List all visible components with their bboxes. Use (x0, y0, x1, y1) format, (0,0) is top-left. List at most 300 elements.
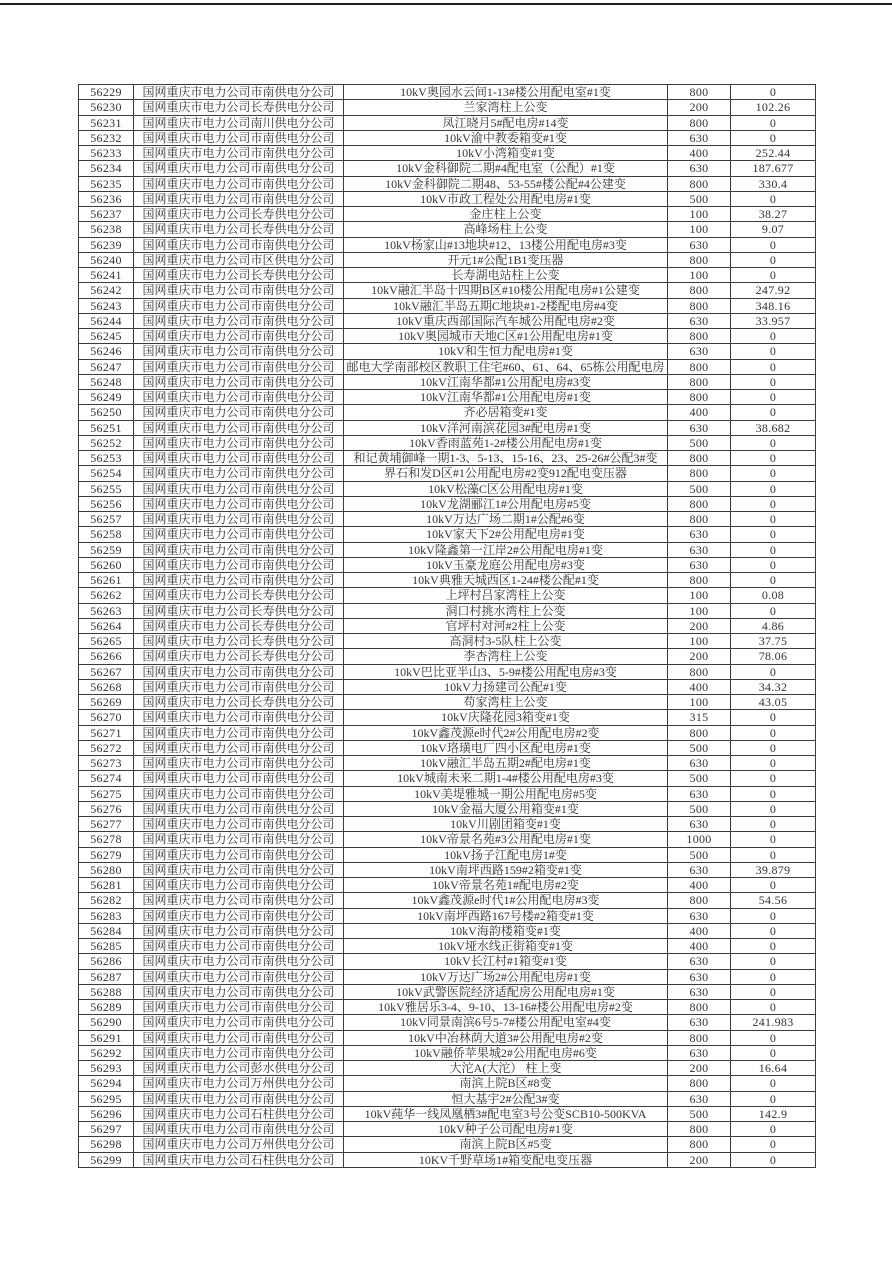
cell-capacity: 800 (668, 1122, 731, 1137)
cell-record-id: 56231 (79, 115, 134, 130)
cell-device-name: 10kV垭水线正街箱变#1变 (344, 939, 668, 954)
cell-record-id: 56268 (79, 679, 134, 694)
cell-device-name: 兰家湾柱上公变 (344, 100, 668, 115)
cell-capacity: 800 (668, 893, 731, 908)
cell-value: 38.682 (731, 420, 816, 435)
cell-record-id: 56274 (79, 771, 134, 786)
cell-company: 国网重庆市电力公司市南供电分公司 (134, 832, 344, 847)
cell-company: 国网重庆市电力公司市南供电分公司 (134, 954, 344, 969)
cell-device-name: 邮电大学南部校区教职工住宅#60、61、64、65栋公用配电房 (344, 359, 668, 374)
cell-value: 0 (731, 1137, 816, 1152)
cell-capacity: 630 (668, 756, 731, 771)
cell-capacity: 630 (668, 786, 731, 801)
cell-value: 241.983 (731, 1015, 816, 1030)
cell-company: 国网重庆市电力公司市南供电分公司 (134, 344, 344, 359)
cell-value: 0 (731, 1045, 816, 1060)
cell-device-name: 10kV扬子江配电房1#变 (344, 847, 668, 862)
cell-capacity: 400 (668, 679, 731, 694)
cell-value: 102.26 (731, 100, 816, 115)
cell-company: 国网重庆市电力公司市南供电分公司 (134, 984, 344, 999)
table-row (79, 115, 816, 130)
cell-capacity: 800 (668, 725, 731, 740)
cell-capacity: 400 (668, 878, 731, 893)
cell-company: 国网重庆市电力公司市南供电分公司 (134, 283, 344, 298)
cell-capacity: 200 (668, 100, 731, 115)
cell-value: 0 (731, 466, 816, 481)
cell-company: 国网重庆市电力公司市南供电分公司 (134, 313, 344, 328)
cell-record-id: 56264 (79, 618, 134, 633)
cell-record-id: 56246 (79, 344, 134, 359)
cell-record-id: 56243 (79, 298, 134, 313)
cell-value: 0 (731, 832, 816, 847)
cell-record-id: 56271 (79, 725, 134, 740)
cell-capacity: 630 (668, 954, 731, 969)
cell-capacity: 630 (668, 817, 731, 832)
cell-value: 0 (731, 710, 816, 725)
cell-value: 37.75 (731, 634, 816, 649)
cell-capacity: 800 (668, 573, 731, 588)
cell-company: 国网重庆市电力公司万州供电分公司 (134, 1137, 344, 1152)
table-row (79, 313, 816, 328)
cell-company: 国网重庆市电力公司市南供电分公司 (134, 374, 344, 389)
table-row (79, 481, 816, 496)
table-row (79, 512, 816, 527)
table-row (79, 588, 816, 603)
cell-device-name: 官坪村对河#2柱上公变 (344, 618, 668, 633)
cell-company: 国网重庆市电力公司市南供电分公司 (134, 557, 344, 572)
table-row (79, 130, 816, 145)
cell-value: 34.32 (731, 679, 816, 694)
table-row (79, 649, 816, 664)
cell-company: 国网重庆市电力公司市南供电分公司 (134, 1030, 344, 1045)
cell-device-name: 10kV南坪西路159#2箱变#1变 (344, 862, 668, 877)
cell-record-id: 56238 (79, 222, 134, 237)
table-row (79, 618, 816, 633)
cell-device-name: 10kV同景南滨6号5-7#楼公用配电室#4变 (344, 1015, 668, 1030)
table-row (79, 390, 816, 405)
cell-value: 0 (731, 374, 816, 389)
table-row (79, 1137, 816, 1152)
cell-capacity: 630 (668, 862, 731, 877)
cell-record-id: 56254 (79, 466, 134, 481)
cell-capacity: 800 (668, 496, 731, 511)
table-row (79, 252, 816, 267)
cell-record-id: 56248 (79, 374, 134, 389)
table-row (79, 984, 816, 999)
cell-device-name: 10kV金科御院二期48、53-55#楼公配#4公建变 (344, 176, 668, 191)
cell-device-name: 10kV万达广场二期1#公配#6变 (344, 512, 668, 527)
table-row (79, 1015, 816, 1030)
cell-value: 54.56 (731, 893, 816, 908)
cell-company: 国网重庆市电力公司市南供电分公司 (134, 405, 344, 420)
cell-company: 国网重庆市电力公司市南供电分公司 (134, 85, 344, 100)
table-row (79, 1061, 816, 1076)
cell-capacity: 100 (668, 588, 731, 603)
cell-record-id: 56236 (79, 191, 134, 206)
cell-record-id: 56230 (79, 100, 134, 115)
cell-capacity: 800 (668, 252, 731, 267)
cell-company: 国网重庆市电力公司市南供电分公司 (134, 329, 344, 344)
cell-value: 187.677 (731, 161, 816, 176)
power-distribution-table (78, 84, 816, 1168)
cell-company: 国网重庆市电力公司市南供电分公司 (134, 191, 344, 206)
cell-value: 0 (731, 954, 816, 969)
cell-device-name: 10kV香雨蓝苑1-2#楼公用配电房#1变 (344, 435, 668, 450)
cell-record-id: 56247 (79, 359, 134, 374)
cell-company: 国网重庆市电力公司市南供电分公司 (134, 710, 344, 725)
cell-record-id: 56282 (79, 893, 134, 908)
cell-company: 国网重庆市电力公司石柱供电分公司 (134, 1106, 344, 1121)
cell-device-name: 10kV松藻C区公用配电房#1变 (344, 481, 668, 496)
cell-device-name: 南滨上院B区#5变 (344, 1137, 668, 1152)
table-row (79, 542, 816, 557)
cell-capacity: 500 (668, 1106, 731, 1121)
table-row (79, 100, 816, 115)
cell-device-name: 大沱A(大沱） 柱上变 (344, 1061, 668, 1076)
cell-capacity: 630 (668, 1045, 731, 1060)
cell-record-id: 56280 (79, 862, 134, 877)
cell-capacity: 200 (668, 618, 731, 633)
cell-record-id: 56252 (79, 435, 134, 450)
cell-device-name: 10kV武警医院经济适配房公用配电房#1变 (344, 984, 668, 999)
cell-capacity: 800 (668, 1076, 731, 1091)
table-row (79, 939, 816, 954)
cell-record-id: 56260 (79, 557, 134, 572)
cell-device-name: 10kV力扬建司公配#1变 (344, 679, 668, 694)
cell-device-name: 金庄柱上公变 (344, 207, 668, 222)
cell-capacity: 400 (668, 405, 731, 420)
cell-device-name: 苟家湾柱上公变 (344, 695, 668, 710)
table-row (79, 923, 816, 938)
cell-value: 38.27 (731, 207, 816, 222)
cell-device-name: 10kV隆鑫第一江岸2#公用配电房#1变 (344, 542, 668, 557)
cell-company: 国网重庆市电力公司市南供电分公司 (134, 176, 344, 191)
cell-record-id: 56241 (79, 268, 134, 283)
cell-record-id: 56256 (79, 496, 134, 511)
cell-capacity: 800 (668, 512, 731, 527)
cell-capacity: 800 (668, 1000, 731, 1015)
cell-record-id: 56297 (79, 1122, 134, 1137)
cell-device-name: 10kV金福大厦公用箱变#1变 (344, 801, 668, 816)
table-row (79, 847, 816, 862)
cell-device-name: 齐必居箱变#1变 (344, 405, 668, 420)
cell-device-name: 10kV长江村#1箱变#1变 (344, 954, 668, 969)
table-row (79, 435, 816, 450)
cell-company: 国网重庆市电力公司长寿供电分公司 (134, 588, 344, 603)
table-row (79, 374, 816, 389)
cell-record-id: 56233 (79, 146, 134, 161)
cell-value: 0 (731, 786, 816, 801)
cell-value: 0 (731, 1152, 816, 1168)
cell-capacity: 500 (668, 771, 731, 786)
cell-company: 国网重庆市电力公司市南供电分公司 (134, 679, 344, 694)
cell-device-name: 10kV帝景名苑1#配电房#2变 (344, 878, 668, 893)
cell-device-name: 高峰场柱上公变 (344, 222, 668, 237)
cell-value: 0 (731, 252, 816, 267)
cell-value: 0 (731, 725, 816, 740)
cell-device-name: 10kV莼华一线凤凰栖3#配电室3号公变SCB10-500KVA (344, 1106, 668, 1121)
cell-device-name: 10kV奥园水云间1-13#楼公用配电室#1变 (344, 85, 668, 100)
cell-capacity: 400 (668, 146, 731, 161)
cell-value: 0 (731, 191, 816, 206)
cell-record-id: 56276 (79, 801, 134, 816)
cell-capacity: 800 (668, 390, 731, 405)
table-row (79, 1030, 816, 1045)
cell-record-id: 56293 (79, 1061, 134, 1076)
cell-record-id: 56291 (79, 1030, 134, 1045)
cell-value: 78.06 (731, 649, 816, 664)
cell-record-id: 56232 (79, 130, 134, 145)
cell-value: 0 (731, 771, 816, 786)
cell-device-name: 高洞村3-5队柱上公变 (344, 634, 668, 649)
table-row (79, 146, 816, 161)
cell-record-id: 56272 (79, 740, 134, 755)
cell-record-id: 56294 (79, 1076, 134, 1091)
cell-capacity: 100 (668, 634, 731, 649)
cell-capacity: 630 (668, 130, 731, 145)
cell-record-id: 56299 (79, 1152, 134, 1168)
cell-record-id: 56242 (79, 283, 134, 298)
cell-company: 国网重庆市电力公司市南供电分公司 (134, 969, 344, 984)
cell-capacity: 800 (668, 451, 731, 466)
cell-record-id: 56290 (79, 1015, 134, 1030)
cell-record-id: 56273 (79, 756, 134, 771)
cell-company: 国网重庆市电力公司彭水供电分公司 (134, 1061, 344, 1076)
table-row (79, 298, 816, 313)
table-row (79, 969, 816, 984)
cell-capacity: 800 (668, 1137, 731, 1152)
cell-record-id: 56251 (79, 420, 134, 435)
cell-device-name: 10kV典雅天城西区1-24#楼公配#1变 (344, 573, 668, 588)
cell-value: 0 (731, 756, 816, 771)
cell-capacity: 630 (668, 344, 731, 359)
table-row (79, 527, 816, 542)
table-body (79, 85, 816, 1168)
table-row (79, 832, 816, 847)
cell-company: 国网重庆市电力公司市南供电分公司 (134, 512, 344, 527)
cell-value: 0 (731, 664, 816, 679)
cell-value: 0 (731, 237, 816, 252)
table-row (79, 1091, 816, 1106)
cell-record-id: 56253 (79, 451, 134, 466)
table-row (79, 420, 816, 435)
cell-device-name: 10KV千野草场1#箱变配电变压器 (344, 1152, 668, 1168)
table-row (79, 359, 816, 374)
cell-value: 0 (731, 451, 816, 466)
cell-capacity: 100 (668, 603, 731, 618)
cell-value: 0 (731, 969, 816, 984)
cell-capacity: 400 (668, 939, 731, 954)
cell-capacity: 500 (668, 740, 731, 755)
cell-capacity: 500 (668, 481, 731, 496)
cell-value: 0 (731, 390, 816, 405)
cell-capacity: 800 (668, 176, 731, 191)
cell-value: 142.9 (731, 1106, 816, 1121)
table-row (79, 862, 816, 877)
table-row (79, 1000, 816, 1015)
cell-device-name: 10kV巴比亚半山3、5-9#楼公用配电房#3变 (344, 664, 668, 679)
cell-company: 国网重庆市电力公司长寿供电分公司 (134, 618, 344, 633)
cell-device-name: 10kV融汇半岛五期C地块#1-2楼配电房#4变 (344, 298, 668, 313)
cell-company: 国网重庆市电力公司石柱供电分公司 (134, 1152, 344, 1168)
table-row (79, 557, 816, 572)
cell-value: 0 (731, 481, 816, 496)
table-row (79, 268, 816, 283)
cell-device-name: 南滨上院B区#8变 (344, 1076, 668, 1091)
table-row (79, 786, 816, 801)
cell-capacity: 800 (668, 374, 731, 389)
cell-company: 国网重庆市电力公司市南供电分公司 (134, 435, 344, 450)
table-row (79, 85, 816, 100)
cell-capacity: 800 (668, 466, 731, 481)
cell-device-name: 10kV江南华都#1公用配电房#1变 (344, 390, 668, 405)
cell-value: 0 (731, 1076, 816, 1091)
cell-value: 0 (731, 939, 816, 954)
cell-capacity: 800 (668, 298, 731, 313)
cell-capacity: 500 (668, 191, 731, 206)
cell-device-name: 10kV杨家山#13地块#12、13楼公用配电房#3变 (344, 237, 668, 252)
cell-value: 43.05 (731, 695, 816, 710)
table-row (79, 1076, 816, 1091)
cell-company: 国网重庆市电力公司长寿供电分公司 (134, 268, 344, 283)
cell-company: 国网重庆市电力公司市南供电分公司 (134, 298, 344, 313)
cell-value: 33.957 (731, 313, 816, 328)
cell-value: 0 (731, 527, 816, 542)
cell-device-name: 10kV融侨苹果城2#公用配电房#6变 (344, 1045, 668, 1060)
cell-company: 国网重庆市电力公司市南供电分公司 (134, 359, 344, 374)
cell-record-id: 56267 (79, 664, 134, 679)
cell-value: 0 (731, 496, 816, 511)
cell-company: 国网重庆市电力公司市南供电分公司 (134, 1000, 344, 1015)
table-row (79, 283, 816, 298)
cell-company: 国网重庆市电力公司市南供电分公司 (134, 939, 344, 954)
cell-record-id: 56283 (79, 908, 134, 923)
cell-company: 国网重庆市电力公司市南供电分公司 (134, 527, 344, 542)
table-row (79, 222, 816, 237)
cell-capacity: 630 (668, 237, 731, 252)
cell-device-name: 10kV珞璜电厂四小区配电房#1变 (344, 740, 668, 755)
cell-company: 国网重庆市电力公司长寿供电分公司 (134, 649, 344, 664)
table-row (79, 725, 816, 740)
cell-company: 国网重庆市电力公司市南供电分公司 (134, 817, 344, 832)
cell-capacity: 100 (668, 268, 731, 283)
cell-capacity: 630 (668, 313, 731, 328)
table-row (79, 176, 816, 191)
cell-device-name: 10kV雅居乐3-4、9-10、13-16#楼公用配电房#2变 (344, 1000, 668, 1015)
cell-record-id: 56250 (79, 405, 134, 420)
cell-record-id: 56245 (79, 329, 134, 344)
cell-record-id: 56287 (79, 969, 134, 984)
cell-record-id: 56298 (79, 1137, 134, 1152)
table-row (79, 496, 816, 511)
cell-record-id: 56266 (79, 649, 134, 664)
cell-capacity: 630 (668, 542, 731, 557)
cell-company: 国网重庆市电力公司市南供电分公司 (134, 1091, 344, 1106)
table-row (79, 1122, 816, 1137)
cell-capacity: 800 (668, 85, 731, 100)
cell-value: 0 (731, 573, 816, 588)
table-row (79, 344, 816, 359)
table-row (79, 740, 816, 755)
cell-value: 0 (731, 329, 816, 344)
cell-device-name: 10kV美堤雅城一期公用配电房#5变 (344, 786, 668, 801)
cell-device-name: 10kV中冶林荫大道3#公用配电房#2变 (344, 1030, 668, 1045)
table-row (79, 710, 816, 725)
cell-record-id: 56296 (79, 1106, 134, 1121)
cell-capacity: 200 (668, 1152, 731, 1168)
cell-value: 0.08 (731, 588, 816, 603)
table-row (79, 954, 816, 969)
cell-capacity: 630 (668, 984, 731, 999)
cell-company: 国网重庆市电力公司市南供电分公司 (134, 496, 344, 511)
cell-company: 国网重庆市电力公司市南供电分公司 (134, 756, 344, 771)
table-row (79, 695, 816, 710)
cell-device-name: 10kV城南未来二期1-4#楼公用配电房#3变 (344, 771, 668, 786)
cell-value: 0 (731, 512, 816, 527)
cell-device-name: 上坪村吕家湾柱上公变 (344, 588, 668, 603)
cell-capacity: 800 (668, 329, 731, 344)
cell-device-name: 开元1#公配1B1变压器 (344, 252, 668, 267)
cell-capacity: 100 (668, 222, 731, 237)
cell-company: 国网重庆市电力公司长寿供电分公司 (134, 207, 344, 222)
cell-record-id: 56281 (79, 878, 134, 893)
cell-device-name: 界石和发D区#1公用配电房#2变912配电变压器 (344, 466, 668, 481)
cell-record-id: 56258 (79, 527, 134, 542)
table-row (79, 573, 816, 588)
cell-device-name: 凤江晓月5#配电房#14变 (344, 115, 668, 130)
cell-company: 国网重庆市电力公司市南供电分公司 (134, 664, 344, 679)
table-row (79, 634, 816, 649)
cell-device-name: 10kV小湾箱变#1变 (344, 146, 668, 161)
cell-record-id: 56229 (79, 85, 134, 100)
table-row (79, 161, 816, 176)
cell-capacity: 800 (668, 664, 731, 679)
cell-company: 国网重庆市电力公司市南供电分公司 (134, 451, 344, 466)
cell-device-name: 恒大基宇2#公配3#变 (344, 1091, 668, 1106)
cell-company: 国网重庆市电力公司长寿供电分公司 (134, 695, 344, 710)
cell-company: 国网重庆市电力公司市南供电分公司 (134, 1122, 344, 1137)
cell-company: 国网重庆市电力公司长寿供电分公司 (134, 100, 344, 115)
cell-record-id: 56235 (79, 176, 134, 191)
cell-value: 252.44 (731, 146, 816, 161)
cell-value: 0 (731, 85, 816, 100)
cell-company: 国网重庆市电力公司市南供电分公司 (134, 878, 344, 893)
cell-capacity: 100 (668, 207, 731, 222)
cell-capacity: 630 (668, 1091, 731, 1106)
table-row (79, 207, 816, 222)
cell-device-name: 10kV万达广场2#公用配电房#1变 (344, 969, 668, 984)
cell-record-id: 56289 (79, 1000, 134, 1015)
table-row (79, 771, 816, 786)
cell-value: 0 (731, 908, 816, 923)
cell-company: 国网重庆市电力公司市南供电分公司 (134, 130, 344, 145)
cell-device-name: 洞口村挑水湾柱上公变 (344, 603, 668, 618)
cell-company: 国网重庆市电力公司市南供电分公司 (134, 847, 344, 862)
cell-value: 0 (731, 435, 816, 450)
cell-value: 0 (731, 740, 816, 755)
cell-value: 247.92 (731, 283, 816, 298)
cell-record-id: 56234 (79, 161, 134, 176)
cell-record-id: 56255 (79, 481, 134, 496)
cell-record-id: 56270 (79, 710, 134, 725)
cell-value: 0 (731, 801, 816, 816)
cell-device-name: 10kV洋河南滨花园3#配电房#1变 (344, 420, 668, 435)
cell-value: 0 (731, 542, 816, 557)
cell-value: 9.07 (731, 222, 816, 237)
cell-device-name: 10kV种子公司配电房#1变 (344, 1122, 668, 1137)
cell-value: 0 (731, 923, 816, 938)
cell-capacity: 800 (668, 1030, 731, 1045)
